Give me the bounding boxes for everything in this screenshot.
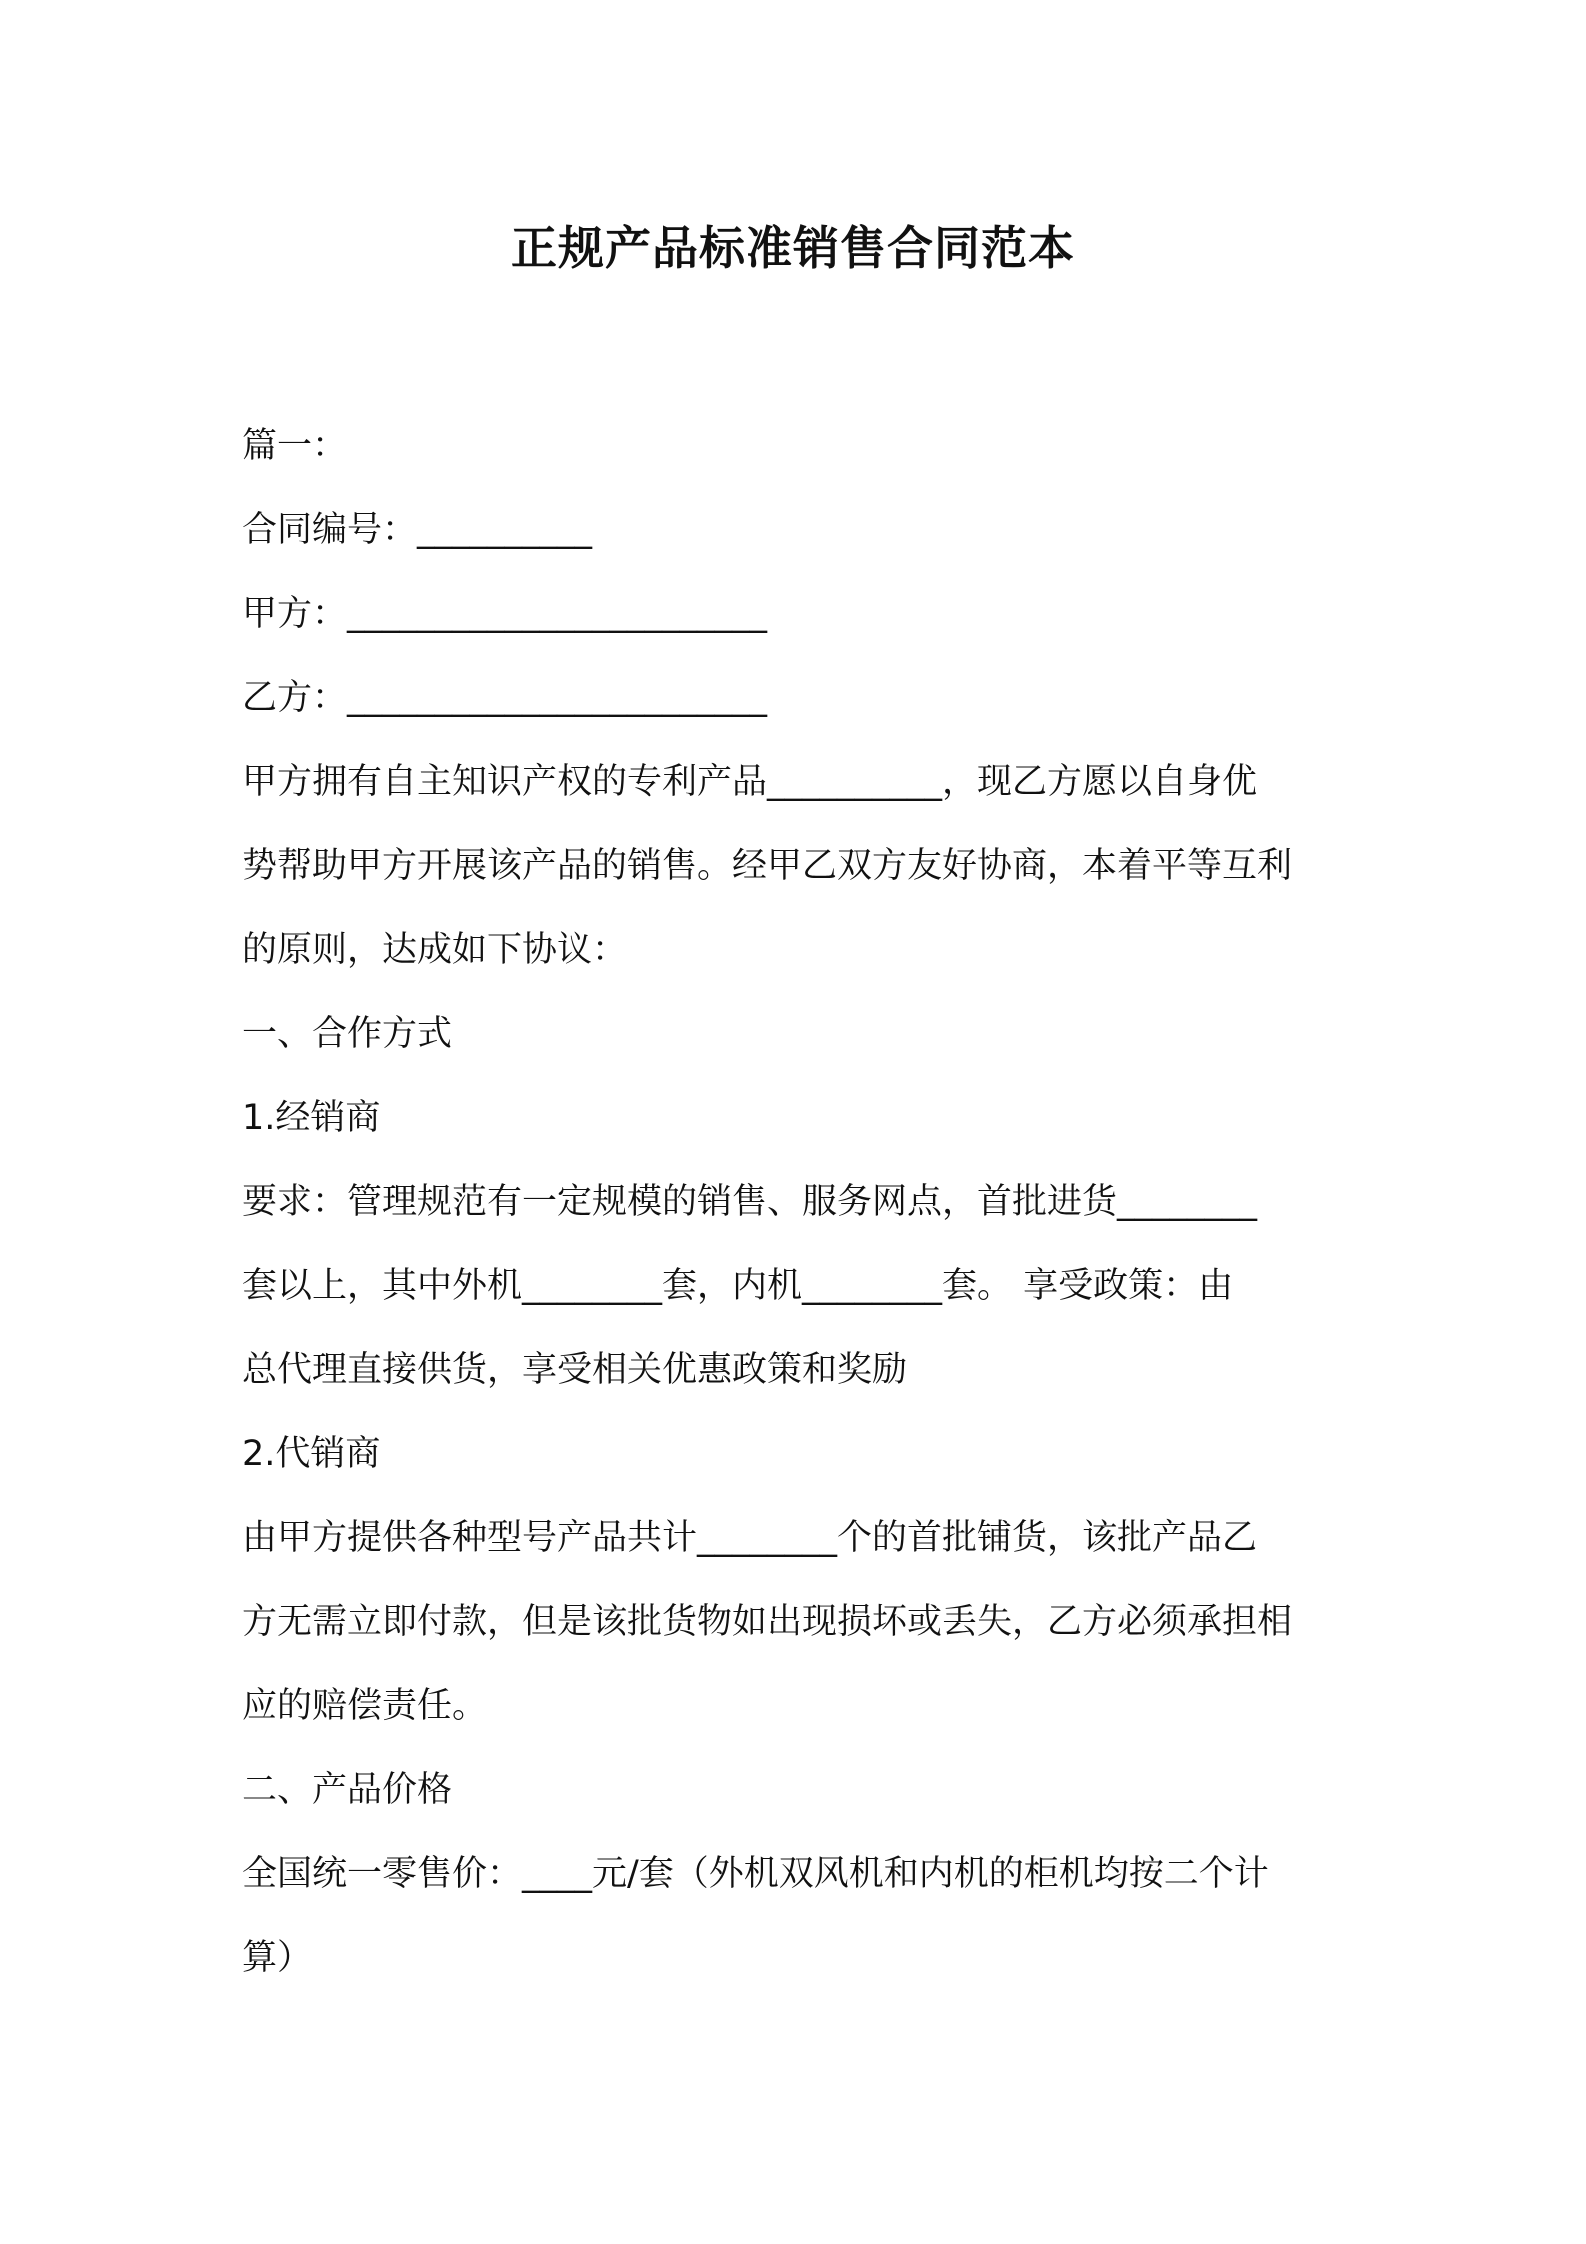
subheading-distributor: 1.经销商 [242, 1098, 381, 1138]
document-body [242, 404, 1352, 2000]
preamble-line-2: 势帮助甲方开展该产品的销售。经甲乙双方友好协商，本着平等互利 [242, 846, 1293, 886]
distributor-requirements-line-3: 总代理直接供货，享受相关优惠政策和奖励 [242, 1350, 908, 1390]
heading-product-price: 二、产品价格 [242, 1770, 453, 1810]
retail-price-line-2: 算） [242, 1938, 313, 1978]
party-b-field: 乙方：________________________ [242, 678, 768, 718]
preamble-line-1: 甲方拥有自主知识产权的专利产品__________，现乙方愿以自身优 [242, 762, 1258, 802]
contract-number-field: 合同编号：__________ [242, 510, 593, 550]
subheading-consignment-agent: 2.代销商 [242, 1434, 381, 1474]
distributor-requirements-line-1: 要求：管理规范有一定规模的销售、服务网点，首批进货________ [242, 1182, 1258, 1222]
section-label-part-one: 篇一： [242, 426, 348, 466]
distributor-requirements-line-2: 套以上，其中外机________套，内机________套。 享受政策：由 [242, 1266, 1234, 1306]
retail-price-line-1: 全国统一零售价：____元/套（外机双风机和内机的柜机均按二个计 [242, 1854, 1269, 1894]
heading-cooperation-mode: 一、合作方式 [242, 1014, 453, 1054]
consignment-line-1: 由甲方提供各种型号产品共计________个的首批铺货，该批产品乙 [242, 1518, 1258, 1558]
document-title: 正规产品标准销售合同范本 [511, 221, 1075, 275]
party-a-field: 甲方：________________________ [242, 594, 768, 634]
consignment-line-3: 应的赔偿责任。 [242, 1686, 488, 1726]
consignment-line-2: 方无需立即付款，但是该批货物如出现损坏或丢失，乙方必须承担相 [242, 1602, 1293, 1642]
preamble-line-3: 的原则，达成如下协议： [242, 930, 628, 970]
